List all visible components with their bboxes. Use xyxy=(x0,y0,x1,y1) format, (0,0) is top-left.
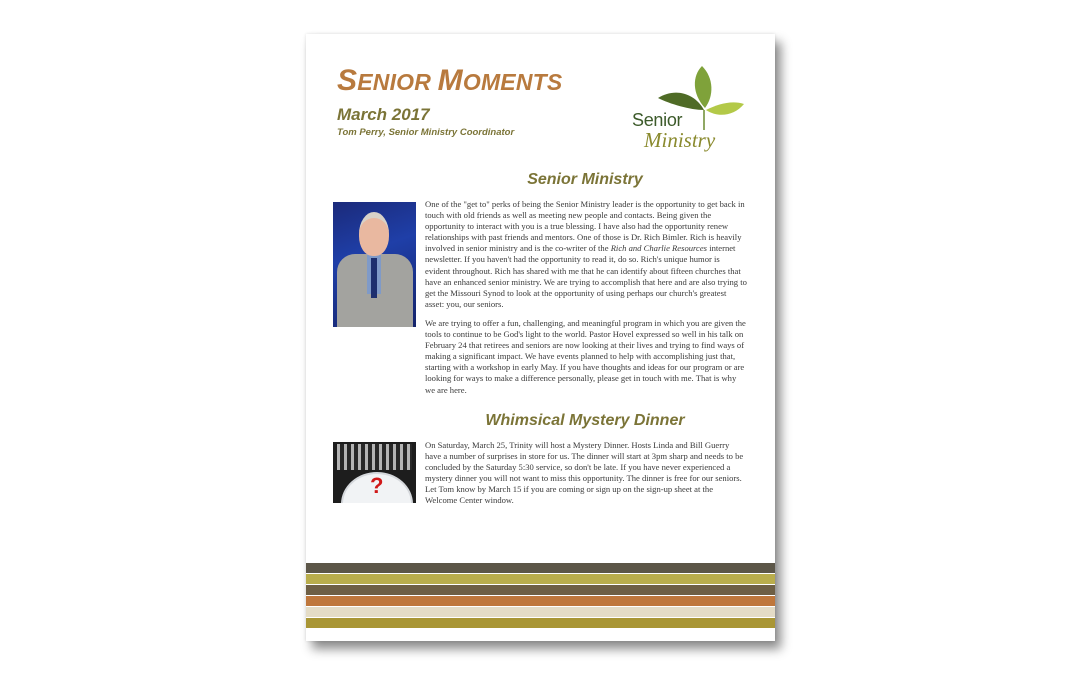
stripe xyxy=(306,618,775,628)
title-initial-m: M xyxy=(437,64,463,97)
paragraph: We are trying to offer a fun, challenging, and meaningful program in which you are given the tools to continue to be God's light to the world. Pastor Hovel expressed so well in his talk on February 24 that retirees and seniors are now looking at their lives and trying to find ways of making a significant impact. We have events planned to help with accomplishing just that, starting with a workshop in early May. If you have thoughts and ideas for our program or are looking for ways to make a difference personally, please get in touch with me. That is why we are here. xyxy=(425,317,746,395)
title-initial-s: S xyxy=(337,64,358,97)
paragraph: One of the "get to" perks of being the Senior Ministry leader is the opportunity to get back in touch with old friends as well as meeting new people and contacts. Being given the opportunity to interact with you is a true blessing. I have also had the opportunity renew relationships with past friends and mentors. One of those is Dr. Rich Bimler. Rich is heavily involved in senior ministry and is the co-writer of the Rich and Charlie Resources internet newsletter. If you haven't had the opportunity to read it, do so. Rich's unique humor is evident throughout. Rich has shared with me that he can identify about fifteen churches that have an enhanced senior ministry. We are trying to accomplish that here and are also trying to get the Missouri Synod to look at the opportunity of using perhaps our church's greatest asset: you, our seniors. xyxy=(425,199,747,309)
logo-word-senior: Senior xyxy=(632,110,683,130)
portrait-photo xyxy=(333,202,416,327)
issue-date: March 2017 xyxy=(337,105,430,124)
utensils-icon xyxy=(337,444,412,470)
section-heading-mystery-dinner: Whimsical Mystery Dinner xyxy=(485,412,685,429)
mystery-dinner-image xyxy=(333,442,416,503)
decorative-stripes xyxy=(306,563,775,629)
question-mark-icon: ? xyxy=(370,473,384,498)
title-rest-2: OMENTS xyxy=(462,69,563,95)
stripe xyxy=(306,585,775,595)
senior-ministry-logo xyxy=(630,64,750,159)
logo-word-ministry: Ministry xyxy=(644,128,716,152)
newsletter-title xyxy=(337,64,562,98)
byline: Tom Perry, Senior Ministry Coordinator xyxy=(337,127,515,138)
section-heading-senior-ministry: Senior Ministry xyxy=(527,171,643,188)
newsletter-page xyxy=(306,34,775,641)
stripe xyxy=(306,574,775,584)
stripe xyxy=(306,563,775,573)
stripe xyxy=(306,596,775,606)
title-rest-1: ENIOR xyxy=(357,69,438,95)
mystery-dinner-text xyxy=(425,440,747,515)
senior-ministry-text xyxy=(425,199,747,404)
paragraph: On Saturday, March 25, Trinity will host a Mystery Dinner. Hosts Linda and Bill Guerry have a number of surprises in store for us. The dinner will start at 3pm sharp and needs to be concluded by the Saturday 5:30 service, so don't be late. If you have never experienced a mystery dinner you will not want to miss this opportunity. The dinner is free for our seniors. Let Tom know by March 15 if you are coming or sign up on the sign-up sheet at the Welcome Center window. xyxy=(425,440,744,506)
stripe xyxy=(306,607,775,617)
